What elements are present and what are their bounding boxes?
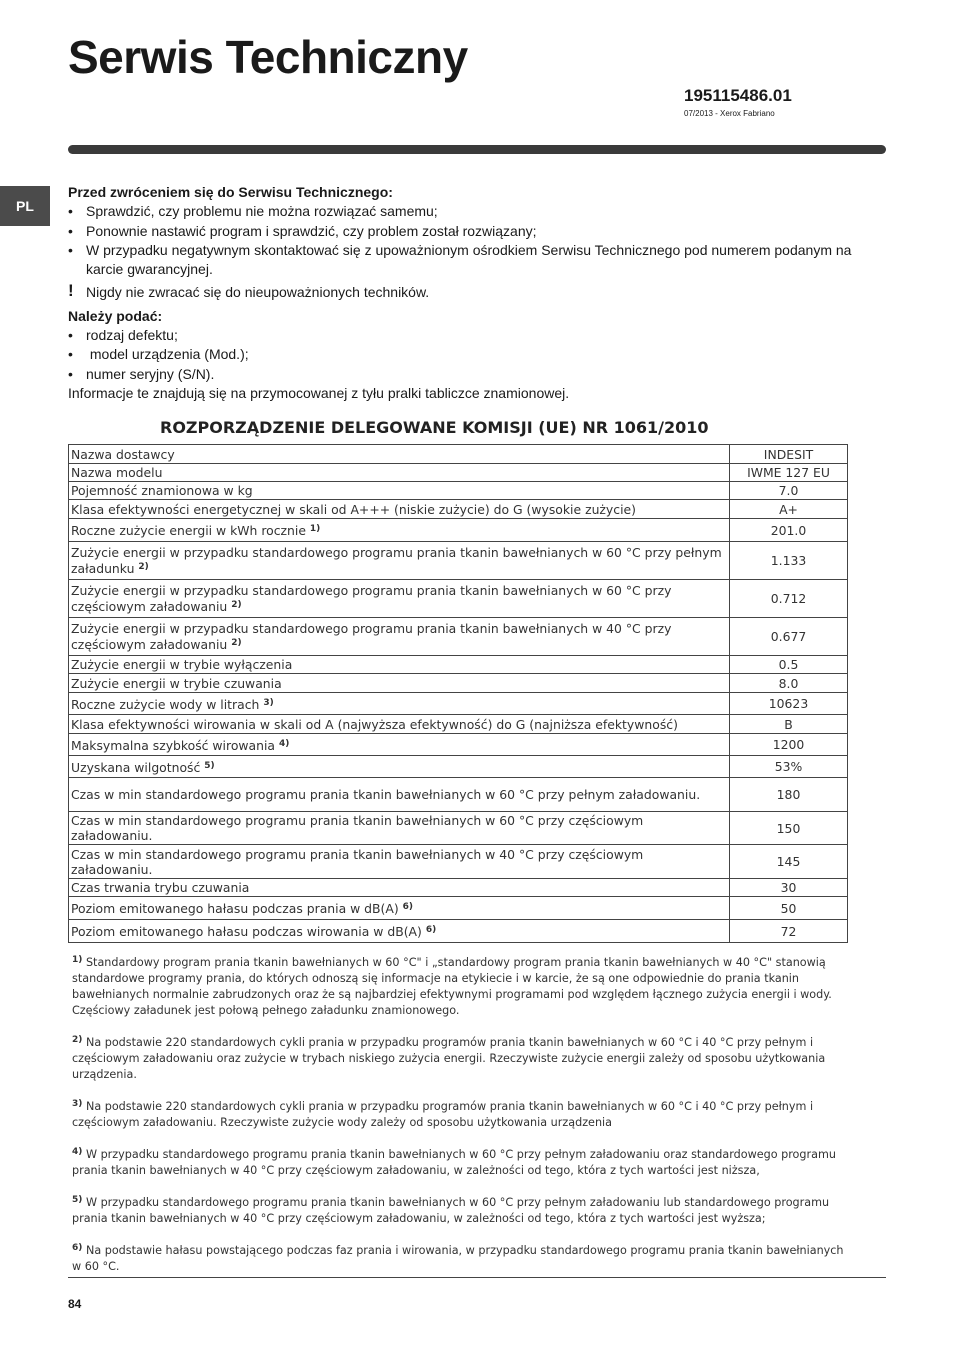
warning-note: ! Nigdy nie zwracać się do nieupoważnionych techników.: [68, 281, 430, 301]
row-label: Klasa efektywności wirowania w skali od A (najwyższa efektywność) do G (najniższa efektywność): [69, 715, 730, 734]
footnote-text: Na podstawie 220 standardowych cykli prania w przypadku programów prania tkanin bawełnianych w 60 °C i 40 °C przy pełnym i częściowym załadowaniu oraz zużycie w trybach niskiego zużycia energii. Rzeczywiste zużycie energii zależy od sposobu użytkowania urządzenia.: [72, 1036, 826, 1081]
footnote-ref: 6): [402, 902, 414, 912]
footnote-ref: 1): [309, 524, 321, 534]
row-value: 1200: [730, 734, 848, 756]
table-row: [69, 674, 848, 693]
footnote-mark: 5): [72, 1195, 83, 1205]
bullet-icon: •: [68, 222, 73, 239]
row-label: Roczne zużycie energii w kWh rocznie $^{1)}$: [69, 519, 730, 542]
bullet-icon: •: [68, 203, 73, 220]
bullet-icon: •: [68, 327, 73, 344]
table-row: [69, 464, 848, 482]
footnote-ref: 6): [425, 925, 437, 935]
footnote-text: W przypadku standardowego programu prania tkanin bawełnianych w 60 °C przy pełnym załadowaniu oraz standardowego programu prania tkanin bawełnianych w 40 °C przy częściowym załadowaniu, w zależności od tego, która z tych wartości jest niższa,: [72, 1148, 836, 1177]
list-item: • rodzaj defektu;: [68, 326, 868, 345]
row-label: Pojemność znamionowa w kg: [69, 482, 730, 500]
table-row: [69, 756, 848, 778]
footnote-text: Na podstawie hałasu powstającego podczas faz prania i wirowania, w przypadku standardowego programu prania tkanin bawełnianych w 60 °C.: [72, 1244, 844, 1273]
row-value: 10623: [730, 693, 848, 715]
row-label: Maksymalna szybkość wirowania $^{4)}$: [69, 734, 730, 756]
table-row: [69, 812, 848, 845]
footnote-text: Na podstawie 220 standardowych cykli prania w przypadku programów prania tkanin bawełnianych w 60 °C i 40 °C przy pełnym i częściowym załadowaniu. Rzeczywiste zużycie wody zależy od sposobu użytkowania urządzenia: [72, 1100, 814, 1129]
footnote-mark: 6): [72, 1243, 83, 1253]
row-value: 50: [730, 897, 848, 920]
table-row: [69, 618, 848, 656]
row-label: Zużycie energii w trybie czuwania: [69, 674, 730, 693]
footnotes: [72, 952, 852, 1288]
row-label: Czas w min standardowego programu prania tkanin bawełnianych w 40 °C przy częściowym załadowaniu.: [69, 845, 730, 879]
table-row: [69, 879, 848, 897]
footnote-text: W przypadku standardowego programu prania tkanin bawełnianych w 60 °C przy pełnym załadowaniu lub standardowego programu prania tkanin bawełnianych w 40 °C przy częściowym załadowaniu, w zależności od tego, która z tych wartości jest wyższa;: [72, 1196, 830, 1225]
footnote-ref: 5): [204, 760, 215, 771]
row-label: Nazwa dostawcy: [69, 445, 730, 464]
footnote-ref: 4): [278, 738, 290, 749]
row-label: Zużycie energii w przypadku standardowego programu prania tkanin bawełnianych w 40 °C przy częściowym załadowaniu $^{2)}$: [69, 618, 730, 656]
plate-info: Informacje te znajdują się na przymocowanej z tyłu pralki tabliczce znamionowej.: [68, 384, 570, 401]
provide-heading: Należy podać:: [68, 307, 163, 324]
footnote-mark: 3): [72, 1099, 83, 1109]
row-value: 0.677: [730, 618, 848, 656]
footnote-mark: 4): [72, 1147, 83, 1157]
footnote-ref: 3): [263, 697, 274, 708]
footnote: [72, 1192, 852, 1227]
row-label: Zużycie energii w trybie wyłączenia: [69, 656, 730, 674]
table-row: [69, 693, 848, 715]
table-row: [69, 778, 848, 812]
table-row: [69, 656, 848, 674]
row-label: Uzyskana wilgotność $^{5)}$: [69, 756, 730, 778]
row-value: 0.5: [730, 656, 848, 674]
row-label: Czas w min standardowego programu prania tkanin bawełnianych w 60 °C przy pełnym załadowaniu.: [69, 778, 730, 812]
table-row: [69, 920, 848, 943]
list-item: • model urządzenia (Mod.);: [68, 345, 868, 364]
footnote: [72, 1240, 852, 1275]
row-label: Poziom emitowanego hałasu podczas wirowania w dB(A) $^{6)}$: [69, 920, 730, 943]
footnote-text: Standardowy program prania tkanin bawełnianych w 60 °C" i „standardowy program prania tkanin bawełnianych w 40 °C" stanowią standardowe programy prania, do których odnoszą się informacje na etykiecie i w karcie, że są one odpowiednie do prania tkanin bawełnianych normalnie zabrudzonych oraz że są najbardziej efektywnymi programami pod względem łącznego zużycia energii i wody. Częściowy załadunek jest połową pełnego załadunku znamionowego.: [72, 956, 832, 1017]
row-label: Zużycie energii w przypadku standardowego programu prania tkanin bawełnianych w 60 °C przy częściowym załadowaniu $^{2)}$: [69, 580, 730, 618]
footnote: [72, 1096, 852, 1131]
page-title: Serwis Techniczny: [68, 31, 468, 83]
service-heading: Przed zwróceniem się do Serwisu Technicznego:: [68, 184, 393, 200]
regulation-table: [68, 444, 848, 943]
list-item: • W przypadku negatywnym skontaktować się z upoważnionym ośrodkiem Serwisu Technicznego pod numerem podanym na karcie gwarancyjnej.: [68, 241, 852, 278]
page-number: 84: [68, 1297, 82, 1311]
footnote: [72, 952, 852, 1019]
service-bullets: [68, 202, 868, 279]
bullet-icon: •: [68, 365, 73, 382]
row-value: 180: [730, 778, 848, 812]
document-number: 195115486.01: [684, 86, 792, 105]
row-value: 7.0: [730, 482, 848, 500]
row-value: 150: [730, 812, 848, 845]
table-row: [69, 482, 848, 500]
row-value: 53%: [730, 756, 848, 778]
footnote-ref: 2): [231, 638, 242, 648]
table-row: [69, 897, 848, 920]
header-divider: [68, 145, 886, 154]
document-meta: 07/2013 - Xerox Fabriano: [684, 109, 775, 118]
bullet-icon: •: [68, 346, 73, 363]
row-label: Poziom emitowanego hałasu podczas prania w dB(A) $^{6)}$: [69, 897, 730, 920]
row-value: INDESIT: [730, 445, 848, 464]
footnote: [72, 1032, 852, 1083]
row-label: Czas trwania trybu czuwania: [69, 879, 730, 897]
row-value: 201.0: [730, 519, 848, 542]
list-item: • numer seryjny (S/N).: [68, 365, 868, 384]
footnote-mark: 2): [72, 1035, 83, 1045]
row-value: 72: [730, 920, 848, 943]
table-row: [69, 542, 848, 580]
table-row: [69, 445, 848, 464]
table-row: [69, 519, 848, 542]
table-row: [69, 845, 848, 879]
provide-list: [68, 326, 868, 384]
table-row: [69, 715, 848, 734]
footnote-ref: 2): [231, 600, 242, 610]
bullet-icon: •: [68, 241, 73, 258]
row-value: 8.0: [730, 674, 848, 693]
row-label: Klasa efektywności energetycznej w skali od A+++ (niskie zużycie) do G (wysokie zużycie): [69, 500, 730, 519]
row-label: Nazwa modelu: [69, 464, 730, 482]
footnote-ref: 2): [138, 562, 149, 572]
list-item: • Ponownie nastawić program i sprawdzić, czy problem został rozwiązany;: [68, 222, 868, 241]
row-value: IWME 127 EU: [730, 464, 848, 482]
exclamation-icon: !: [68, 281, 74, 301]
footnote-mark: 1): [72, 955, 83, 965]
language-tab: PL: [0, 186, 50, 226]
table-row: [69, 500, 848, 519]
list-item: • Sprawdzić, czy problemu nie można rozwiązać samemu;: [68, 202, 868, 221]
service-section: [68, 183, 868, 403]
row-value: 1.133: [730, 542, 848, 580]
row-value: 0.712: [730, 580, 848, 618]
row-value: 145: [730, 845, 848, 879]
footnote: [72, 1144, 852, 1179]
row-value: A+: [730, 500, 848, 519]
row-label: Czas w min standardowego programu prania tkanin bawełnianych w 60 °C przy częściowym załadowaniu.: [69, 812, 730, 845]
row-value: B: [730, 715, 848, 734]
footer-divider: [68, 1277, 886, 1278]
table-row: [69, 580, 848, 618]
table-row: [69, 734, 848, 756]
row-label: Zużycie energii w przypadku standardowego programu prania tkanin bawełnianych w 60 °C przy pełnym załadunku $^{2)}$: [69, 542, 730, 580]
row-value: 30: [730, 879, 848, 897]
row-label: Roczne zużycie wody w litrach $^{3)}$: [69, 693, 730, 715]
regulation-title: ROZPORZĄDZENIE DELEGOWANE KOMISJI (UE) NR 1061/2010: [160, 418, 709, 437]
